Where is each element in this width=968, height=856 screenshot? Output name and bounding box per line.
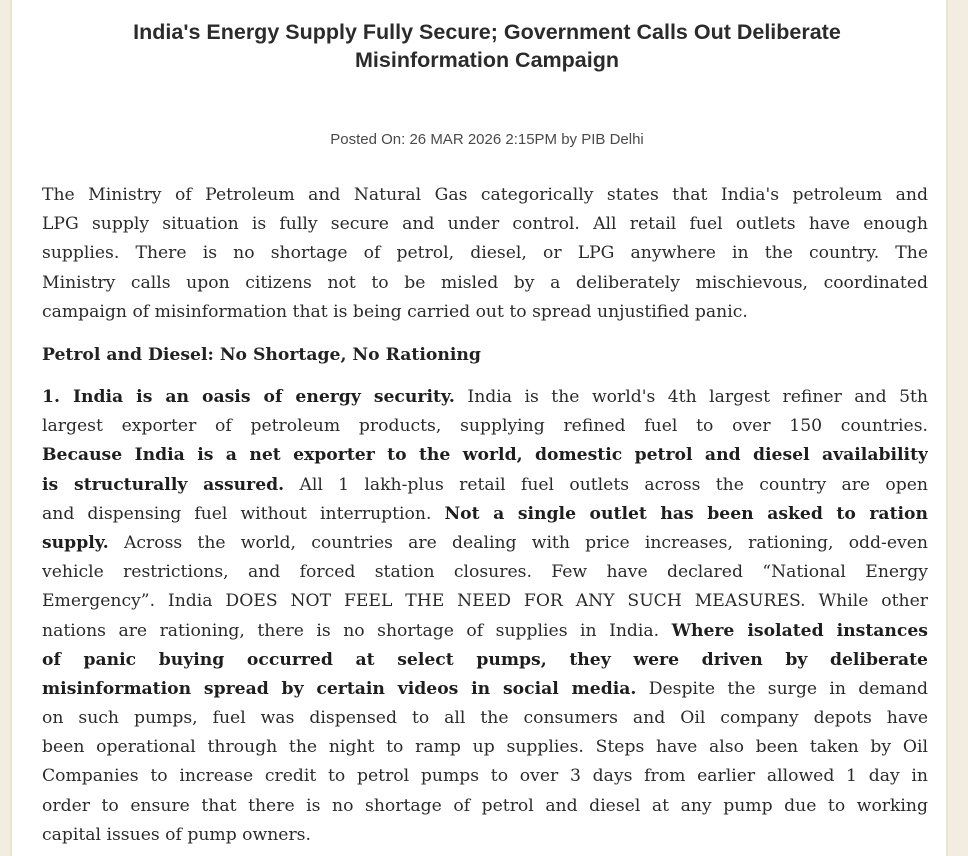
intro-paragraph: [42, 181, 928, 327]
intro-line: Ministry calls upon citizens not to be misled by a deliberately mischievous, coordinated: [42, 272, 928, 293]
paragraph-line: [42, 383, 928, 412]
paragraph-line: [42, 617, 928, 646]
section-heading: Petrol and Diesel: No Shortage, No Rationing: [42, 345, 481, 365]
paragraph-line: Companies to increase credit to petrol pumps to over 3 days from earlier allowed 1 day in: [42, 766, 928, 787]
text: India is the world's 4th largest refiner and 5th: [454, 387, 928, 407]
paragraph-line: [42, 529, 928, 558]
bold-text: supply.: [42, 532, 109, 553]
point-1-paragraph: [42, 383, 928, 850]
paragraph-line: order to ensure that there is no shortage of petrol and diesel at any pump due to working: [42, 795, 928, 816]
bold-text: 1. India is an oasis of energy security.: [42, 387, 455, 407]
posted-info: Posted On: 26 MAR 2026 2:15PM by PIB Delhi: [330, 131, 644, 148]
paragraph-line: [42, 471, 928, 500]
bold-text: Because India is a net exporter to the world, domestic petrol and diesel availability: [42, 445, 928, 466]
article-title: [72, 18, 902, 74]
paragraph-line: vehicle restrictions, and forced station closures. Few have declared “National Energy: [42, 562, 928, 583]
text: Across the world, countries are dealing with price increases, rationing, odd-even: [108, 532, 928, 553]
title-line-1: India's Energy Supply Fully Secure; Government Calls Out Deliberate: [133, 20, 841, 44]
text: and dispensing fuel without interruption.: [42, 503, 445, 524]
bold-text: is structurally assured.: [42, 474, 285, 495]
intro-line: campaign of misinformation that is being carried out to spread unjustified panic.: [42, 301, 748, 322]
paragraph-line: on such pumps, fuel was dispensed to all the consumers and Oil company depots have: [42, 708, 928, 729]
bold-text: Not a single outlet has been asked to ration: [444, 503, 928, 524]
intro-line: supplies. There is no shortage of petrol, diesel, or LPG anywhere in the country. The: [42, 243, 928, 264]
bold-text: misinformation spread by certain videos in social media.: [42, 678, 637, 699]
paragraph-line: largest exporter of petroleum products, supplying refined fuel to over 150 countries.: [42, 416, 928, 437]
intro-line: The Ministry of Petroleum and Natural Gas categorically states that India's petroleum and: [42, 185, 928, 205]
paragraph-line: Emergency”. India DOES NOT FEEL THE NEED FOR ANY SUCH MEASURES. While other: [42, 591, 928, 612]
text: All 1 lakh-plus retail fuel outlets across the country are open: [284, 474, 928, 495]
text: Despite the surge in demand: [636, 678, 928, 699]
paragraph-line: [42, 675, 928, 704]
bold-text: of panic buying occurred at select pumps, they were driven by deliberate: [42, 649, 928, 670]
document-page: [10, 0, 948, 856]
text: nations are rationing, there is no shortage of supplies in India.: [42, 620, 672, 641]
paragraph-line: [42, 500, 928, 529]
paragraph-line: been operational through the night to ramp up supplies. Steps have also been taken by Oil: [42, 737, 928, 758]
paragraph-line: capital issues of pump owners.: [42, 824, 311, 845]
title-line-2: Misinformation Campaign: [355, 48, 619, 72]
paragraph-line: [42, 646, 928, 675]
paragraph-line: [42, 441, 928, 470]
intro-line: LPG supply situation is fully secure and under control. All retail fuel outlets have enough: [42, 214, 928, 235]
bold-text: Where isolated instances: [671, 620, 928, 641]
